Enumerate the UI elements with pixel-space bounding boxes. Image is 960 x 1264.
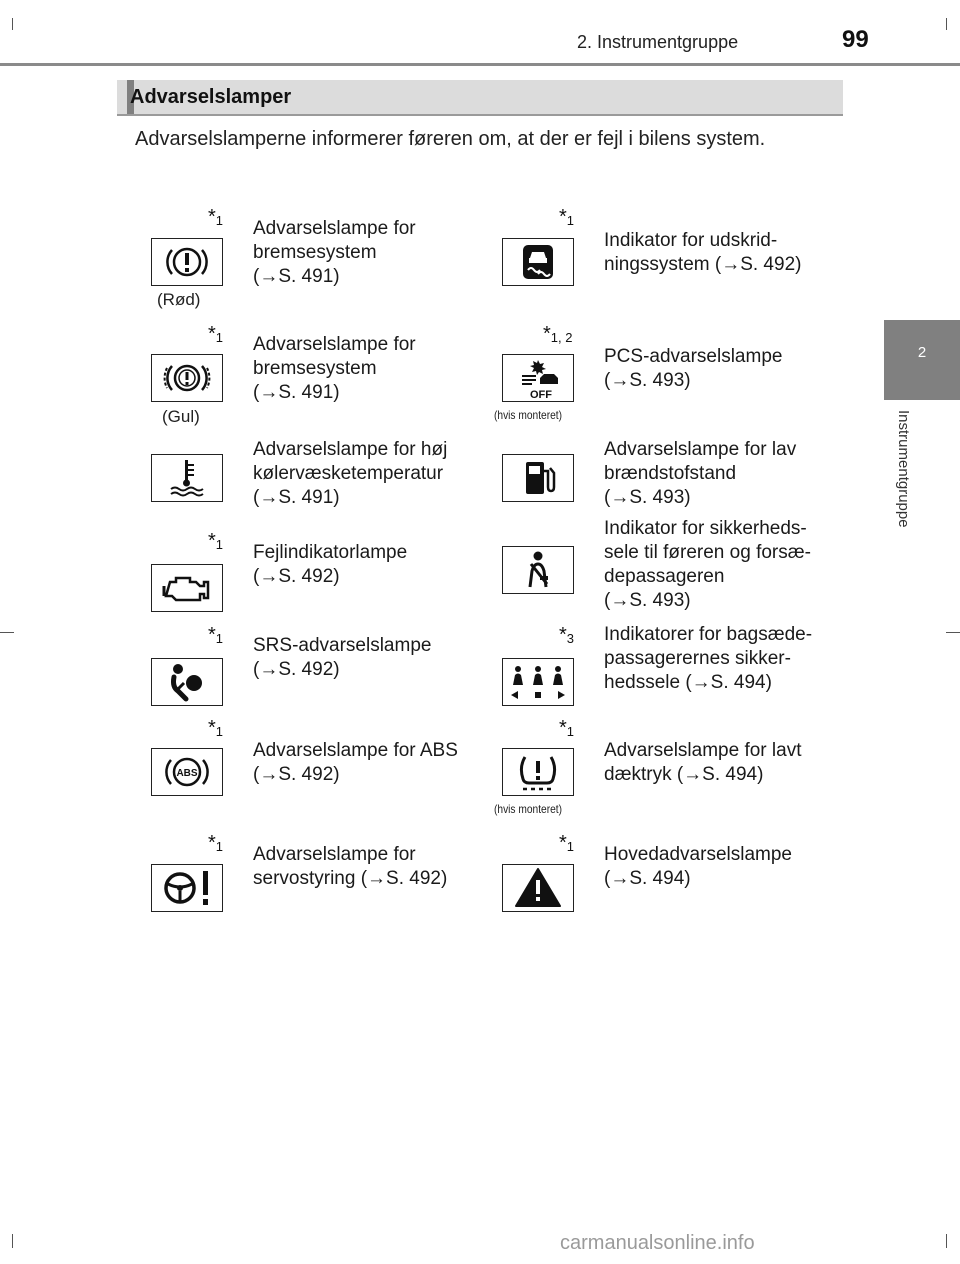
- entry-description: Advarselslampe for bremsesystem (→S. 491): [253, 218, 416, 287]
- footnote-number: 1: [215, 631, 224, 646]
- footnote-marker: [559, 624, 574, 647]
- footnote-marker: [208, 717, 223, 740]
- footnote-number: 1, 2: [550, 330, 573, 345]
- footnote-marker: [208, 530, 223, 553]
- crop-mark: [946, 1234, 947, 1248]
- star-symbol: *: [543, 323, 551, 345]
- footnote-number: 1: [215, 724, 224, 739]
- star-symbol: *: [208, 323, 216, 345]
- crop-mark: [12, 18, 13, 30]
- entry-description: Hovedadvarselslampe (→S. 494): [604, 844, 792, 889]
- abs-text: ABS: [176, 768, 198, 779]
- section-title: Advarselslamper: [130, 86, 292, 108]
- footnote-number: 1: [215, 330, 224, 345]
- footnote-marker: [559, 717, 574, 740]
- chapter-number: 2: [917, 344, 927, 361]
- entry-label: (Rød): [157, 290, 201, 309]
- chapter-label: [880, 410, 924, 580]
- entry-label: (Gul): [162, 407, 200, 426]
- crop-mark: [12, 1234, 13, 1248]
- pcs-warning-icon: [502, 354, 574, 402]
- footnote-marker: [559, 832, 574, 855]
- page-number: 99: [842, 26, 869, 53]
- footnote-number: 1: [566, 213, 575, 228]
- coolant-temperature-icon: [151, 454, 223, 502]
- engine-check-icon: [151, 564, 223, 612]
- footnote-number: 1: [215, 213, 224, 228]
- entry-description: Advarselslampe for ABS (→S. 492): [253, 740, 458, 785]
- star-symbol: *: [208, 530, 216, 552]
- footnote-number: 1: [566, 839, 575, 854]
- chapter-tab: [884, 320, 960, 400]
- entry-label: (hvis monteret): [494, 408, 563, 422]
- crop-mark: [946, 18, 947, 30]
- pcs-off-text: OFF: [530, 389, 552, 400]
- entry-description: PCS-advarselslampe (→S. 493): [604, 346, 783, 391]
- entry-description: Fejlindikatorlampe (→S. 492): [253, 542, 408, 587]
- seatbelt-icon: [502, 546, 574, 594]
- brake-warning-icon: [151, 238, 223, 286]
- brake-system-yellow-icon: [151, 354, 223, 402]
- entry-description: Indikator for sikkerheds- sele til føreren og forsæ- depassageren (→S. 493): [604, 518, 811, 611]
- footnote-number: 1: [566, 724, 575, 739]
- tire-pressure-icon: [502, 748, 574, 796]
- footnote-marker: [559, 206, 574, 229]
- header-title: 2. Instrumentgruppe: [577, 32, 739, 52]
- crop-mark: [0, 632, 14, 633]
- footnote-marker: [543, 323, 572, 346]
- entry-description: Advarselslampe for lav brændstofstand (→S. 493): [604, 439, 797, 508]
- chapter-label-text: Instrumentgruppe: [895, 410, 912, 528]
- star-symbol: *: [559, 717, 567, 739]
- footnote-marker: [208, 624, 223, 647]
- master-warning-icon: [502, 864, 574, 912]
- entry-description: Advarselslampe for lavt dæktryk (→S. 494): [604, 740, 802, 785]
- header-rule: [0, 63, 960, 66]
- airbag-srs-icon: [151, 658, 223, 706]
- entry-description: Indikator for udskrid- ningssystem (→S. 492): [604, 230, 802, 275]
- entry-label: (hvis monteret): [494, 802, 563, 816]
- entry-description: Advarselslampe for høj kølervæsketemperatur (→S. 491): [253, 439, 448, 508]
- watermark: carmanualsonline.info: [560, 1232, 755, 1254]
- footnote-marker: [208, 323, 223, 346]
- entry-description: SRS-advarselslampe (→S. 492): [253, 635, 432, 680]
- crop-mark: [946, 632, 960, 633]
- footnote-marker: [208, 206, 223, 229]
- star-symbol: *: [208, 717, 216, 739]
- star-symbol: *: [559, 832, 567, 854]
- entry-description: Advarselslampe for servostyring (→S. 492): [253, 844, 448, 889]
- abs-warning-icon: [151, 748, 223, 796]
- intro-paragraph: Advarselslamperne informerer føreren om, at der er fejl i bilens system.: [135, 128, 766, 150]
- star-symbol: *: [208, 206, 216, 228]
- entry-description: Advarselslampe for bremsesystem (→S. 491): [253, 334, 416, 403]
- footnote-number: 1: [215, 537, 224, 552]
- star-symbol: *: [559, 624, 567, 646]
- entry-description: Indikatorer for bagsæde- passagerernes sikker- hedssele (→S. 494): [604, 624, 813, 693]
- footnote-marker: [208, 832, 223, 855]
- star-symbol: *: [208, 832, 216, 854]
- slip-indicator-icon: [502, 238, 574, 286]
- rear-seatbelt-icon: [502, 658, 574, 706]
- footnote-number: 3: [566, 631, 575, 646]
- star-symbol: *: [559, 206, 567, 228]
- footnote-number: 1: [215, 839, 224, 854]
- star-symbol: *: [208, 624, 216, 646]
- power-steering-icon: [151, 864, 223, 912]
- fuel-pump-icon: [502, 454, 574, 502]
